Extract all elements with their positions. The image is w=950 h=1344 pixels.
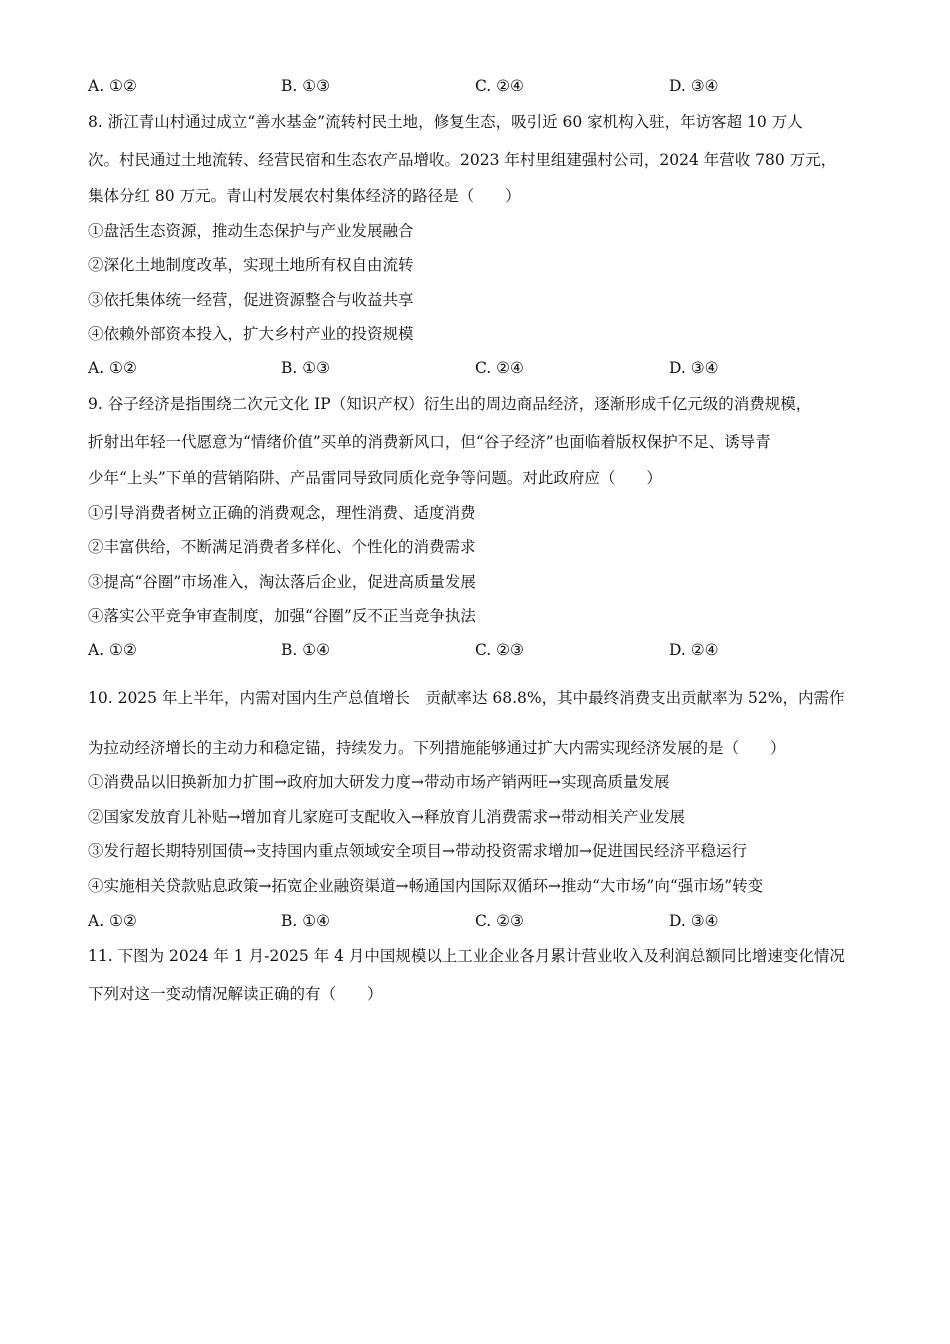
q9-options [88,640,868,660]
q11-stem-line-1: 11. 下图为 2024 年 1 月-2025 年 4 月中国规模以上工业企业各月累计营业收入及利润总额同比增速变化情况 [88,947,845,965]
q10-item-4: ④实施相关贷款贴息政策→拓宽企业融资渠道→畅通国内国际双循环→推动“大市场”向“强市场”转变 [88,877,764,895]
q8-item-2: ②深化土地制度改革，实现土地所有权自由流转 [88,256,414,274]
option-a[interactable]: A. ①② [88,77,137,95]
q9-item-4: ④落实公平竞争审查制度，加强“谷圈”反不正当竞争执法 [88,607,476,625]
q10-stem-line-1: 10. 2025 年上半年，内需对国内生产总值增长 贡献率达 68.8%，其中最终消费支出贡献率为 52%，内需作 [88,689,845,707]
q8-stem-line-1: 8. 浙江青山村通过成立“善水基金”流转村民土地，修复生态，吸引近 60 家机构入驻，年访客超 10 万人 [88,113,803,131]
q8-stem-line-3: 集体分红 80 万元。青山村发展农村集体经济的路径是（ ） [88,187,521,205]
q9-item-1: ①引导消费者树立正确的消费观念，理性消费、适度消费 [88,504,476,522]
option-a[interactable]: A. ①② [88,359,137,377]
option-c[interactable]: C. ②③ [475,641,524,659]
q10-item-2: ②国家发放育儿补贴→增加育儿家庭可支配收入→释放育儿消费需求→带动相关产业发展 [88,808,685,826]
q10-item-3: ③发行超长期特别国债→支持国内重点领域安全项目→带动投资需求增加→促进国民经济平稳运行 [88,842,747,860]
option-d[interactable]: D. ②④ [669,641,719,659]
q8-item-4: ④依赖外部资本投入，扩大乡村产业的投资规模 [88,325,414,343]
q10-options [88,911,868,931]
option-b[interactable]: B. ①③ [281,77,331,95]
option-b[interactable]: B. ①④ [281,912,331,930]
option-a[interactable]: A. ①② [88,912,137,930]
option-d[interactable]: D. ③④ [669,912,719,930]
option-b[interactable]: B. ①③ [281,359,331,377]
option-c[interactable]: C. ②④ [475,359,524,377]
option-c[interactable]: C. ②③ [475,912,524,930]
option-d[interactable]: D. ③④ [669,77,719,95]
q9-item-2: ②丰富供给，不断满足消费者多样化、个性化的消费需求 [88,538,476,556]
option-b[interactable]: B. ①④ [281,641,331,659]
q8-item-3: ③依托集体统一经营，促进资源整合与收益共享 [88,291,414,309]
q10-item-1: ①消费品以旧换新加力扩围→政府加大研发力度→带动市场产销两旺→实现高质量发展 [88,773,670,791]
q11-stem-line-2: 下列对这一变动情况解读正确的有（ ） [88,985,383,1003]
option-c[interactable]: C. ②④ [475,77,524,95]
q8-options [88,358,868,378]
q9-stem-line-2: 折射出年轻一代愿意为“情绪价值”买单的消费新风口，但“谷子经济”也面临着版权保护不足、诱导青 [88,433,771,451]
q9-item-3: ③提高“谷圈”市场准入，淘汰落后企业，促进高质量发展 [88,573,476,591]
q10-stem-line-2: 为拉动经济增长的主动力和稳定锚，持续发力。下列措施能够通过扩大内需实现经济发展的是（ ） [88,739,786,757]
q9-stem-line-1: 9. 谷子经济是指围绕二次元文化 IP（知识产权）衍生出的周边商品经济，逐渐形成千亿元级的消费规模， [88,395,812,413]
q8-stem-line-2: 次。村民通过土地流转、经营民宿和生态农产品增收。2023 年村里组建强村公司，2024 年营收 780 万元， [88,151,837,169]
q9-stem-line-3: 少年“上头”下单的营销陷阱、产品雷同导致同质化竞争等问题。对此政府应（ ） [88,469,662,487]
q8-item-1: ①盘活生态资源，推动生态保护与产业发展融合 [88,222,414,240]
option-a[interactable]: A. ①② [88,641,137,659]
option-d[interactable]: D. ③④ [669,359,719,377]
q7-options [88,76,868,96]
